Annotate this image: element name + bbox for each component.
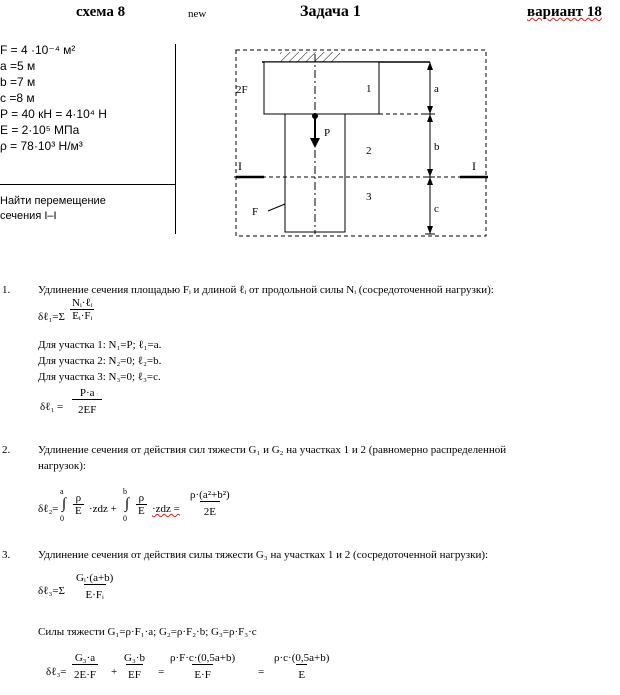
s1-result-denominator: 2EF [72,399,102,416]
s3-frac-2 [122,652,147,681]
s3-lhs: δℓ₃=Σ [38,585,65,597]
s3-frac-1-denominator: 2E·F [72,664,98,681]
s2-int2-tail [152,503,180,515]
s2-lhs: δℓ₂= [38,503,59,515]
given-b: b =7 м [0,75,36,89]
s3-eq-2: = [258,666,265,678]
integral-icon-2: ∫ [125,496,130,512]
s3-frac-4 [272,652,331,681]
s2-int1-tail: ·zdz + [89,503,117,515]
given-data [0,42,107,154]
s1-case-3: Для участка 3: N₃=0; ℓ₃=c. [38,371,161,383]
s1-result-fraction [72,387,102,416]
beam-diagram [230,44,495,240]
s2-result-numerator: ρ·(a²+b²) [190,489,230,501]
given-E: E = 2·10⁵ МПа [0,123,80,137]
given-F: F = 4 ·10⁻⁴ м² [0,43,76,57]
label-segment-1: 1 [366,83,372,95]
section-1-number: 1. [2,284,11,296]
s2-int1-numerator: ρ [75,492,82,504]
s1-formula-fraction [70,297,94,322]
task-line-1: Найти перемещение [0,195,106,207]
label-2F: 2F [236,84,248,96]
new-label: new [188,8,207,20]
s3-gravity: Силы тяжести G₁=ρ·F₁·a; G₂=ρ·F₂·b; G₃=ρ·F₃·c [38,626,257,638]
scheme-label: схема 8 [76,4,126,20]
given-vertical-divider [175,44,176,234]
s2-result-denominator: 2E [200,501,220,518]
given-a: a =5 м [0,59,36,73]
s3-denominator: E·Fᵢ [84,584,106,601]
given-rho: ρ = 78·10³ Н/м³ [0,139,83,153]
integral-icon-1: ∫ [62,496,67,512]
label-F: F [252,206,259,218]
s3-eq-1: = [158,666,165,678]
given-c: c =8 м [0,91,35,105]
s3-plus: + [111,666,118,678]
s2-int1-lower: 0 [60,514,64,523]
s1-formula-lhs: δℓ₁=Σ [38,311,65,323]
label-I-right: I [472,159,476,173]
s3-numerator: Gᵢ·(a+b) [76,572,114,584]
given-divider [0,184,175,185]
s1-formula-denominator: Eᵢ·Fᵢ [72,310,93,322]
s2-int1-upper: a [60,487,64,496]
s3-frac-3-numerator: ρ·F·c·(0,5a+b) [170,652,236,664]
task-line-2: сечения I–I [0,210,57,222]
s2-int2-fraction [136,492,147,517]
section-3-text: Удлинение сечения от действия силы тяжести G₃ на участках 1 и 2 (сосредоточенной нагрузки): [38,549,489,561]
label-a: a [434,83,439,95]
label-b: b [434,141,440,153]
s3-final-lhs: δℓ₃= [46,666,67,678]
s3-frac-1 [72,652,98,681]
section-2-number: 2. [2,444,11,456]
section-3-number: 3. [2,549,11,561]
s2-int1-denominator: E [75,505,82,517]
s2-int2-denominator: E [138,505,145,517]
s2-int2-tail-text: ·zdz = [152,503,180,515]
s1-case-2: Для участка 2: N₂=0; ℓ₂=b. [38,355,162,367]
s2-result-fraction [186,489,234,518]
variant-text: вариант 18 [527,4,602,20]
segment-1-rect [264,62,379,114]
label-c: c [434,203,439,215]
variant-label [527,4,602,21]
s1-result-numerator: P·a [79,387,95,399]
given-P: P = 40 кН = 4·10⁴ Н [0,107,107,121]
task-statement [0,194,106,224]
s1-formula-numerator: Nᵢ·ℓᵢ [72,297,93,309]
label-I-left: I [238,159,242,173]
s2-int2-numerator: ρ [138,492,145,504]
s3-fraction [74,572,115,601]
s3-frac-4-numerator: ρ·c·(0,5a+b) [274,652,330,664]
s1-case-1: Для участка 1: N₁=P; ℓ₁=a. [38,339,162,351]
section-2-text-1: Удлинение сечения от действия сил тяжести G₁ и G₂ на участках 1 и 2 (равномерно распределенной [38,444,507,456]
s1-result-lhs: δℓ₁ = [40,401,64,413]
s3-frac-1-numerator: G₃·a [74,652,96,664]
s3-frac-3-denominator: E·F [192,664,213,681]
s2-int2-upper: b [123,487,127,496]
page-title: Задача 1 [300,3,361,20]
section-2-text-2: нагрузок): [38,460,86,472]
s3-frac-3 [168,652,237,681]
F-leader [268,204,285,211]
s3-frac-2-denominator: EF [126,664,143,681]
label-P: P [324,127,331,139]
section-1-text: Удлинение сечения площадью Fᵢ и длиной ℓᵢ от продольной силы Nᵢ (сосредоточенной нагрузки): [38,284,494,296]
label-segment-3: 3 [366,191,372,203]
s2-int1-fraction [73,492,84,517]
s2-int2-lower: 0 [123,514,127,523]
s3-frac-4-denominator: E [296,664,307,681]
label-segment-2: 2 [366,145,372,157]
s3-frac-2-numerator: G₃·b [124,652,145,664]
support-hatch [280,52,340,62]
